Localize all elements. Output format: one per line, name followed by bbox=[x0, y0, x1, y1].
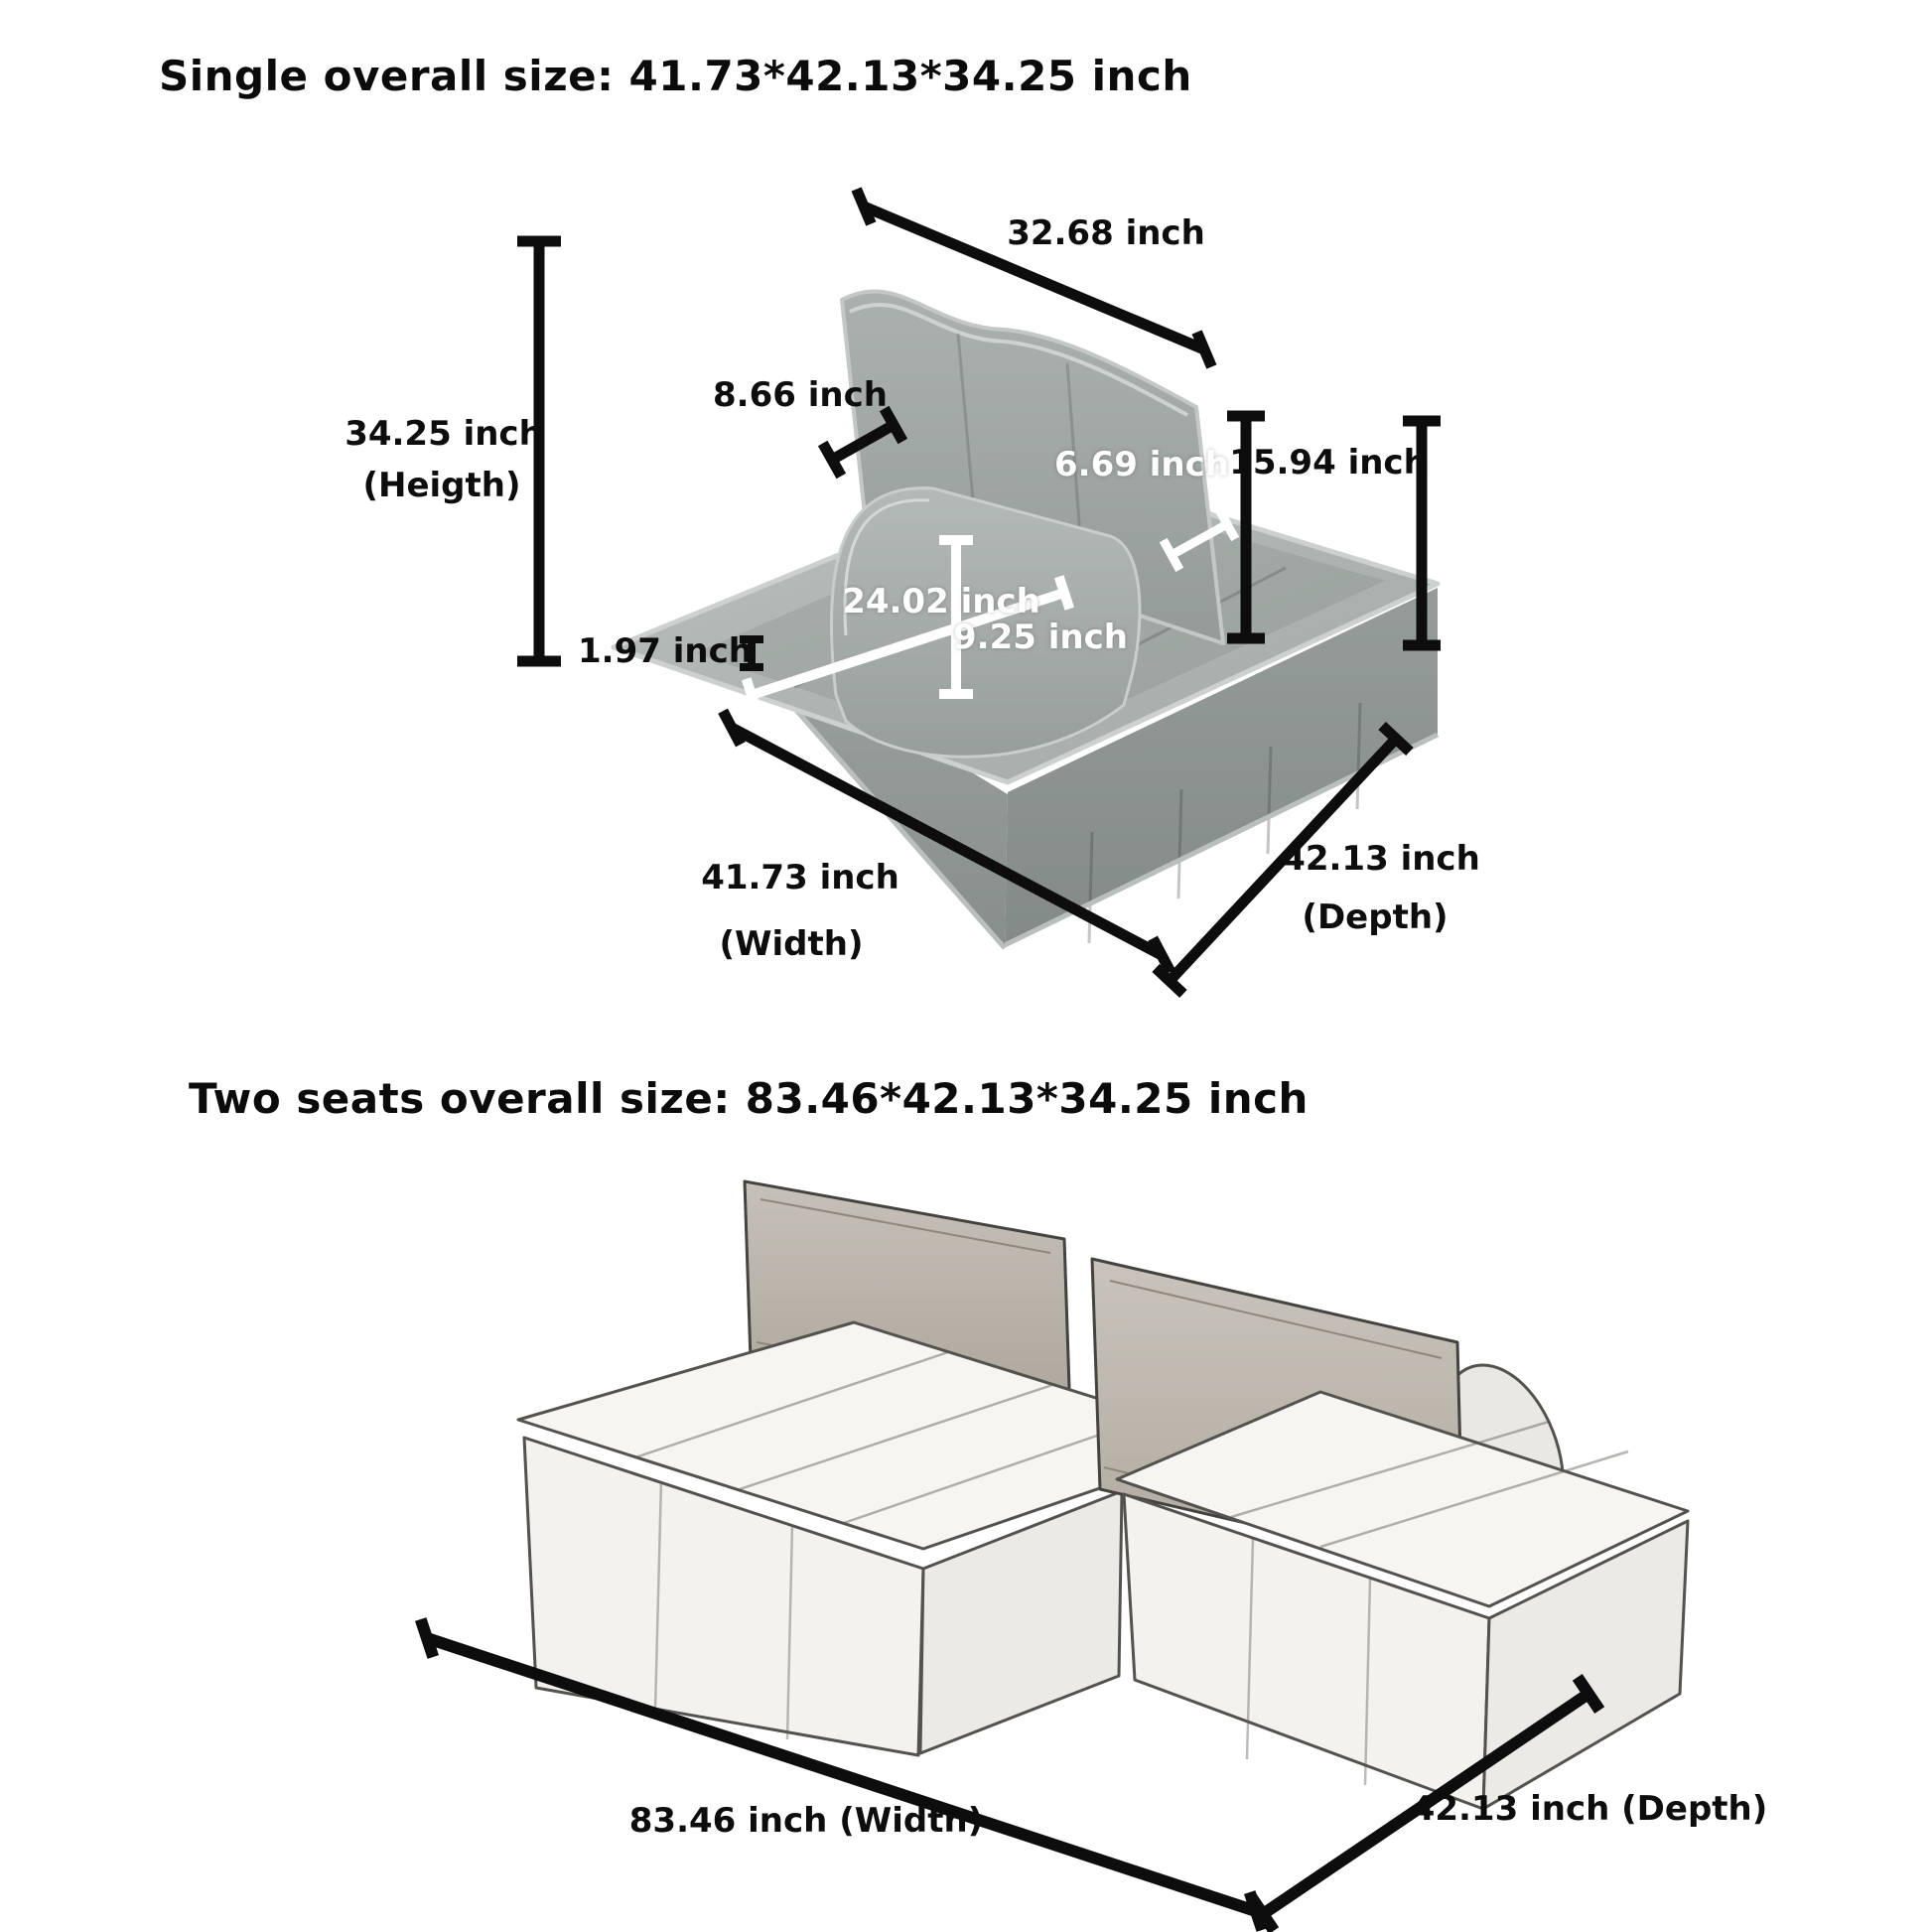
two-seat-depth-label: 42.13 inch (Depth) bbox=[1411, 1789, 1768, 1829]
overall-height-label: 34.25 inch bbox=[345, 414, 543, 454]
backrest-height-label: 15.94 inch bbox=[1229, 443, 1428, 483]
leg-height-label: 1.97 inch bbox=[578, 631, 753, 671]
bolster-width-label: 24.02 inch bbox=[842, 582, 1040, 621]
overall-width-label: 41.73 inch bbox=[701, 858, 899, 897]
overall-width-caption: (Width) bbox=[719, 924, 864, 964]
overall-height-caption: (Heigth) bbox=[362, 466, 521, 505]
two-seat-illustration bbox=[518, 1181, 1688, 1809]
back-width-label: 32.68 inch bbox=[1007, 213, 1205, 253]
backrest-thickness-label: 6.69 inch bbox=[1054, 445, 1229, 484]
pillow-offset-label: 8.66 inch bbox=[713, 375, 888, 415]
overall-depth-caption: (Depth) bbox=[1302, 897, 1449, 937]
bolster-height-label: 9.25 inch bbox=[953, 618, 1128, 657]
two-seats-size-title: Two seats overall size: 83.46*42.13*34.25 inch bbox=[189, 1074, 1309, 1123]
two-seat-width-label: 83.46 inch (Width) bbox=[628, 1801, 984, 1841]
single-size-title: Single overall size: 41.73*42.13*34.25 inch bbox=[159, 52, 1192, 100]
overall-depth-label: 42.13 inch bbox=[1282, 839, 1480, 879]
